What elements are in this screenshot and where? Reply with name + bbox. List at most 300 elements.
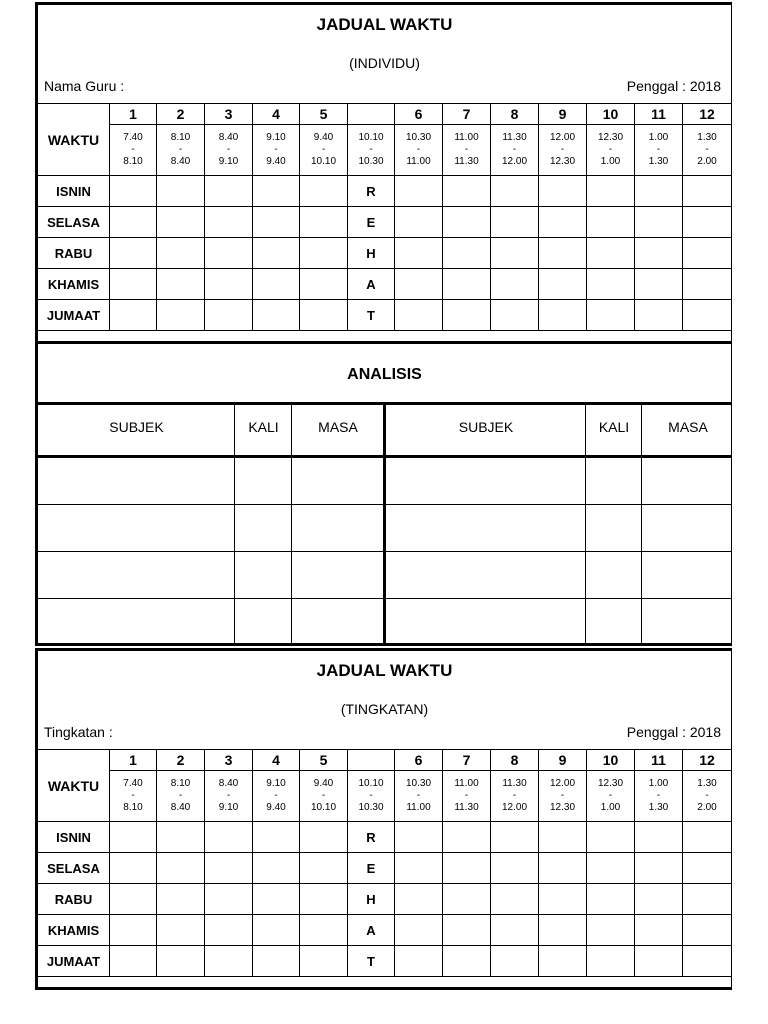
timetable-cell[interactable] — [491, 269, 539, 300]
timetable-cell[interactable] — [443, 176, 491, 207]
time-separator: - — [274, 790, 278, 801]
period-end: 9.40 — [266, 802, 286, 813]
period-start: 12.30 — [597, 778, 624, 789]
teacher-name-label: Nama Guru : — [44, 78, 125, 94]
timetable-cell[interactable] — [157, 207, 205, 238]
period-start: 7.40 — [123, 778, 143, 789]
period-time — [110, 125, 157, 176]
timetable-cell[interactable] — [300, 176, 348, 207]
tingkatan-header — [38, 651, 731, 749]
rehat-letter: R — [348, 822, 395, 853]
day-row — [37, 176, 732, 207]
time-separator: - — [560, 790, 565, 801]
timetable-cell[interactable] — [683, 853, 732, 884]
period-number: 7 — [443, 104, 491, 125]
timetable-cell[interactable] — [110, 176, 157, 207]
timetable-cell[interactable] — [587, 269, 635, 300]
timetable-cell[interactable] — [683, 176, 732, 207]
day-row — [37, 269, 732, 300]
period-number: 6 — [395, 104, 443, 125]
header-masa: MASA — [668, 419, 708, 435]
timetable-cell[interactable] — [635, 853, 683, 884]
rehat-letter: E — [348, 853, 395, 884]
timetable-cell[interactable] — [635, 946, 683, 977]
timetable-cell[interactable] — [635, 300, 683, 331]
timetable-cell[interactable] — [157, 946, 205, 977]
period-start: 12.30 — [597, 132, 624, 143]
time-separator: - — [321, 144, 326, 155]
divider — [641, 405, 642, 646]
timetable-cell[interactable] — [395, 207, 443, 238]
timetable-cell[interactable] — [635, 269, 683, 300]
timetable-cell[interactable] — [539, 238, 587, 269]
timetable-cell[interactable] — [443, 822, 491, 853]
timetable-cell[interactable] — [443, 946, 491, 977]
time-separator: - — [608, 144, 613, 155]
waktu-label: WAKTU — [37, 104, 110, 176]
timetable-cell[interactable] — [587, 946, 635, 977]
timetable-cell[interactable] — [539, 884, 587, 915]
timetable-cell[interactable] — [110, 884, 157, 915]
timetable-cell[interactable] — [443, 915, 491, 946]
period-time — [395, 125, 443, 176]
period-time — [157, 771, 205, 822]
period-start: 7.40 — [123, 132, 143, 143]
time-separator: - — [656, 790, 661, 801]
period-number: 1 — [110, 104, 157, 125]
time-separator: - — [512, 790, 517, 801]
timetable-individu — [35, 2, 732, 344]
timetable-cell[interactable] — [253, 946, 300, 977]
period-end: 10.30 — [358, 802, 384, 813]
timetable-cell[interactable] — [491, 176, 539, 207]
timetable-cell[interactable] — [491, 207, 539, 238]
timetable-cell[interactable] — [395, 884, 443, 915]
period-start: 1.00 — [648, 778, 669, 789]
time-separator: - — [226, 144, 231, 155]
period-start: 10.10 — [358, 132, 384, 143]
day-name: ISNIN — [37, 176, 110, 207]
time-separator: - — [178, 790, 183, 801]
timetable-cell[interactable] — [683, 300, 732, 331]
timetable-cell[interactable] — [443, 853, 491, 884]
period-end: 1.30 — [648, 802, 669, 813]
timetable-cell[interactable] — [539, 946, 587, 977]
rehat-letter: E — [348, 207, 395, 238]
period-start: 9.10 — [266, 132, 286, 143]
period-start: 12.00 — [549, 132, 576, 143]
term-label: Penggal : 2018 — [626, 78, 721, 94]
timetable-grid — [35, 103, 732, 331]
rehat-letter: A — [348, 915, 395, 946]
timetable-cell[interactable] — [587, 300, 635, 331]
timetable-cell[interactable] — [395, 822, 443, 853]
timetable-cell[interactable] — [683, 207, 732, 238]
period-start: 8.40 — [218, 132, 239, 143]
timetable-cell[interactable] — [300, 884, 348, 915]
period-end: 11.00 — [406, 802, 431, 813]
timetable-cell[interactable] — [683, 822, 732, 853]
period-time — [110, 771, 157, 822]
timetable-cell[interactable] — [253, 300, 300, 331]
time-separator: - — [560, 144, 565, 155]
rehat-letter: H — [348, 884, 395, 915]
day-row — [37, 238, 732, 269]
time-separator: - — [274, 144, 278, 155]
day-name: SELASA — [37, 853, 110, 884]
day-row — [37, 207, 732, 238]
day-row — [37, 300, 732, 331]
period-time — [683, 771, 732, 822]
time-separator: - — [321, 790, 326, 801]
timetable-cell[interactable] — [157, 853, 205, 884]
rehat-letter: T — [348, 946, 395, 977]
timetable-cell[interactable] — [539, 853, 587, 884]
period-end: 9.10 — [218, 156, 239, 167]
timetable-cell[interactable] — [205, 853, 253, 884]
period-time — [205, 771, 253, 822]
timetable-cell[interactable] — [491, 915, 539, 946]
period-end: 8.10 — [123, 802, 143, 813]
timetable-tingkatan — [35, 648, 732, 990]
timetable-cell[interactable] — [539, 207, 587, 238]
timetable-cell[interactable] — [253, 822, 300, 853]
period-time — [253, 771, 300, 822]
timetable-cell[interactable] — [300, 853, 348, 884]
period-end: 12.00 — [501, 156, 528, 167]
timetable-cell[interactable] — [395, 176, 443, 207]
period-number: 8 — [491, 750, 539, 771]
period-number: 3 — [205, 104, 253, 125]
day-name: KHAMIS — [37, 915, 110, 946]
period-number: 2 — [157, 750, 205, 771]
timetable-cell[interactable] — [635, 884, 683, 915]
period-start: 1.00 — [648, 132, 669, 143]
period-time — [300, 125, 348, 176]
timetable-cell[interactable] — [443, 207, 491, 238]
timetable-cell[interactable] — [635, 238, 683, 269]
period-time — [635, 125, 683, 176]
timetable-cell[interactable] — [157, 238, 205, 269]
period-time — [300, 771, 348, 822]
period-end: 10.10 — [310, 156, 337, 167]
timetable-cell[interactable] — [443, 884, 491, 915]
timetable-cell[interactable] — [110, 946, 157, 977]
timetable-cell[interactable] — [539, 176, 587, 207]
day-name: RABU — [37, 238, 110, 269]
timetable-cell[interactable] — [683, 946, 732, 977]
period-number: 4 — [253, 104, 300, 125]
period-end: 1.00 — [600, 156, 621, 167]
waktu-label: WAKTU — [37, 750, 110, 822]
period-time — [348, 125, 395, 176]
timetable-cell[interactable] — [395, 300, 443, 331]
period-number: 10 — [587, 750, 635, 771]
period-number: 9 — [539, 750, 587, 771]
period-start: 11.00 — [454, 778, 479, 789]
header-kali: KALI — [248, 419, 279, 435]
period-time — [539, 125, 587, 176]
period-end: 1.30 — [648, 156, 669, 167]
timetable-cell[interactable] — [110, 300, 157, 331]
period-start: 9.40 — [313, 778, 334, 789]
period-end: 8.40 — [170, 802, 191, 813]
period-start: 1.30 — [697, 132, 717, 143]
timetable-cell[interactable] — [253, 915, 300, 946]
timetable-cell[interactable] — [587, 176, 635, 207]
timetable-cell[interactable] — [683, 915, 732, 946]
timetable-cell[interactable] — [300, 822, 348, 853]
period-number: 6 — [395, 750, 443, 771]
timetable-cell[interactable] — [300, 238, 348, 269]
page-subtitle: (TINGKATAN) — [340, 701, 429, 717]
divider — [585, 405, 586, 646]
timetable-cell[interactable] — [395, 915, 443, 946]
individu-header — [38, 5, 731, 103]
header-masa: MASA — [318, 419, 358, 435]
period-time — [587, 771, 635, 822]
timetable-cell[interactable] — [587, 822, 635, 853]
timetable-cell[interactable] — [205, 207, 253, 238]
period-number: 11 — [635, 104, 683, 125]
period-start: 10.10 — [358, 778, 384, 789]
day-row — [37, 884, 732, 915]
timetable-cell[interactable] — [443, 269, 491, 300]
divider — [383, 405, 386, 646]
period-number: 5 — [300, 750, 348, 771]
timetable-cell[interactable] — [635, 822, 683, 853]
time-separator: - — [369, 144, 373, 155]
period-start: 11.00 — [454, 132, 479, 143]
period-end: 8.40 — [170, 156, 191, 167]
period-end: 9.40 — [266, 156, 286, 167]
period-number: 12 — [683, 104, 732, 125]
day-name: JUMAAT — [37, 300, 110, 331]
period-time — [253, 125, 300, 176]
timetable-cell[interactable] — [157, 915, 205, 946]
header-subjek: SUBJEK — [109, 419, 164, 435]
timetable-cell[interactable] — [253, 176, 300, 207]
period-end: 1.00 — [600, 802, 621, 813]
timetable-cell[interactable] — [253, 207, 300, 238]
timetable-cell[interactable] — [110, 238, 157, 269]
timetable-cell[interactable] — [300, 269, 348, 300]
period-number — [348, 104, 395, 125]
timetable-cell[interactable] — [157, 884, 205, 915]
time-separator: - — [369, 790, 373, 801]
timetable-cell[interactable] — [635, 207, 683, 238]
timetable-cell[interactable] — [253, 884, 300, 915]
period-start: 8.10 — [170, 132, 191, 143]
timetable-cell[interactable] — [300, 207, 348, 238]
period-start: 10.30 — [405, 132, 432, 143]
timetable-cell[interactable] — [683, 884, 732, 915]
period-end: 12.30 — [549, 802, 576, 813]
timetable-cell[interactable] — [205, 884, 253, 915]
timetable-cell[interactable] — [635, 915, 683, 946]
timetable-cell[interactable] — [539, 300, 587, 331]
period-start: 9.40 — [313, 132, 334, 143]
form-label: Tingkatan : — [44, 724, 113, 740]
timetable-cell[interactable] — [205, 238, 253, 269]
divider — [291, 405, 292, 646]
divider — [234, 405, 235, 646]
timetable-cell[interactable] — [395, 269, 443, 300]
period-time — [539, 771, 587, 822]
timetable-cell[interactable] — [110, 853, 157, 884]
timetable-cell[interactable] — [395, 238, 443, 269]
day-name: KHAMIS — [37, 269, 110, 300]
rehat-letter: A — [348, 269, 395, 300]
timetable-cell[interactable] — [205, 915, 253, 946]
timetable-cell[interactable] — [205, 269, 253, 300]
period-start: 10.30 — [405, 778, 432, 789]
period-end: 11.00 — [406, 156, 431, 167]
period-number: 12 — [683, 750, 732, 771]
period-end: 10.30 — [358, 156, 384, 167]
time-separator: - — [705, 790, 709, 801]
timetable-cell[interactable] — [300, 300, 348, 331]
period-time — [157, 125, 205, 176]
time-separator: - — [178, 144, 183, 155]
timetable-cell[interactable] — [587, 238, 635, 269]
period-start: 11.30 — [502, 778, 527, 789]
time-separator: - — [131, 790, 135, 801]
timetable-cell[interactable] — [300, 946, 348, 977]
timetable-cell[interactable] — [205, 946, 253, 977]
timetable-cell[interactable] — [205, 300, 253, 331]
period-end: 11.30 — [454, 802, 479, 813]
time-separator: - — [416, 790, 421, 801]
period-end: 8.10 — [123, 156, 143, 167]
day-name: RABU — [37, 884, 110, 915]
time-separator: - — [416, 144, 421, 155]
timetable-cell[interactable] — [491, 822, 539, 853]
period-start: 12.00 — [549, 778, 576, 789]
timetable-cell[interactable] — [253, 853, 300, 884]
timetable-cell[interactable] — [253, 269, 300, 300]
period-number: 8 — [491, 104, 539, 125]
period-number: 3 — [205, 750, 253, 771]
period-start: 9.10 — [266, 778, 286, 789]
day-row — [37, 946, 732, 977]
timetable-cell[interactable] — [539, 269, 587, 300]
period-time — [348, 771, 395, 822]
timetable-cell[interactable] — [110, 269, 157, 300]
rehat-letter: H — [348, 238, 395, 269]
day-name: ISNIN — [37, 822, 110, 853]
timetable-cell[interactable] — [395, 946, 443, 977]
period-start: 1.30 — [697, 778, 717, 789]
period-time — [443, 771, 491, 822]
period-number: 1 — [110, 750, 157, 771]
timetable-cell[interactable] — [443, 300, 491, 331]
header-subjek: SUBJEK — [458, 419, 514, 435]
time-separator: - — [512, 144, 517, 155]
timetable-cell[interactable] — [205, 176, 253, 207]
timetable-cell[interactable] — [635, 176, 683, 207]
period-number: 5 — [300, 104, 348, 125]
rehat-letter: T — [348, 300, 395, 331]
period-time — [443, 125, 491, 176]
timetable-cell[interactable] — [683, 238, 732, 269]
timetable-grid — [35, 749, 732, 977]
page-title: JADUAL WAKTU — [316, 15, 453, 34]
page-subtitle: (INDIVIDU) — [349, 55, 420, 71]
analysis-title: ANALISIS — [38, 344, 731, 405]
period-start: 11.30 — [502, 132, 527, 143]
period-end: 9.10 — [218, 802, 239, 813]
period-end: 2.00 — [697, 802, 717, 813]
time-separator: - — [226, 790, 231, 801]
period-number: 7 — [443, 750, 491, 771]
period-time — [587, 125, 635, 176]
period-end: 11.30 — [454, 156, 479, 167]
period-number: 11 — [635, 750, 683, 771]
timetable-cell[interactable] — [491, 884, 539, 915]
period-time — [683, 125, 732, 176]
period-end: 10.10 — [310, 802, 337, 813]
header-kali: KALI — [598, 419, 630, 435]
timetable-cell[interactable] — [253, 238, 300, 269]
period-time — [491, 125, 539, 176]
timetable-cell[interactable] — [205, 822, 253, 853]
timetable-cell[interactable] — [157, 269, 205, 300]
period-number: 9 — [539, 104, 587, 125]
timetable-cell[interactable] — [539, 915, 587, 946]
timetable-cell[interactable] — [300, 915, 348, 946]
timetable-cell[interactable] — [110, 207, 157, 238]
timetable-cell[interactable] — [683, 269, 732, 300]
time-separator: - — [131, 144, 135, 155]
timetable-cell[interactable] — [395, 853, 443, 884]
period-number: 4 — [253, 750, 300, 771]
time-separator: - — [608, 790, 613, 801]
timetable-cell[interactable] — [491, 853, 539, 884]
timetable-cell[interactable] — [587, 915, 635, 946]
period-start: 8.10 — [170, 778, 191, 789]
timetable-cell[interactable] — [587, 884, 635, 915]
timetable-cell[interactable] — [539, 822, 587, 853]
period-time — [635, 771, 683, 822]
timetable-cell[interactable] — [110, 915, 157, 946]
timetable-cell[interactable] — [157, 822, 205, 853]
period-start: 8.40 — [218, 778, 239, 789]
timetable-cell[interactable] — [443, 238, 491, 269]
day-name: JUMAAT — [37, 946, 110, 977]
timetable-cell[interactable] — [587, 207, 635, 238]
day-row — [37, 853, 732, 884]
period-number: 2 — [157, 104, 205, 125]
timetable-cell[interactable] — [157, 176, 205, 207]
period-number — [348, 750, 395, 771]
period-end: 12.30 — [549, 156, 576, 167]
time-separator: - — [464, 144, 469, 155]
timetable-cell[interactable] — [587, 853, 635, 884]
timetable-cell[interactable] — [491, 300, 539, 331]
rehat-letter: R — [348, 176, 395, 207]
page-title: JADUAL WAKTU — [316, 661, 453, 680]
time-separator: - — [705, 144, 709, 155]
timetable-cell[interactable] — [491, 946, 539, 977]
period-time — [205, 125, 253, 176]
timetable-cell[interactable] — [491, 238, 539, 269]
period-end: 2.00 — [697, 156, 717, 167]
timetable-cell[interactable] — [157, 300, 205, 331]
timetable-cell[interactable] — [110, 822, 157, 853]
day-name: SELASA — [37, 207, 110, 238]
period-number: 10 — [587, 104, 635, 125]
